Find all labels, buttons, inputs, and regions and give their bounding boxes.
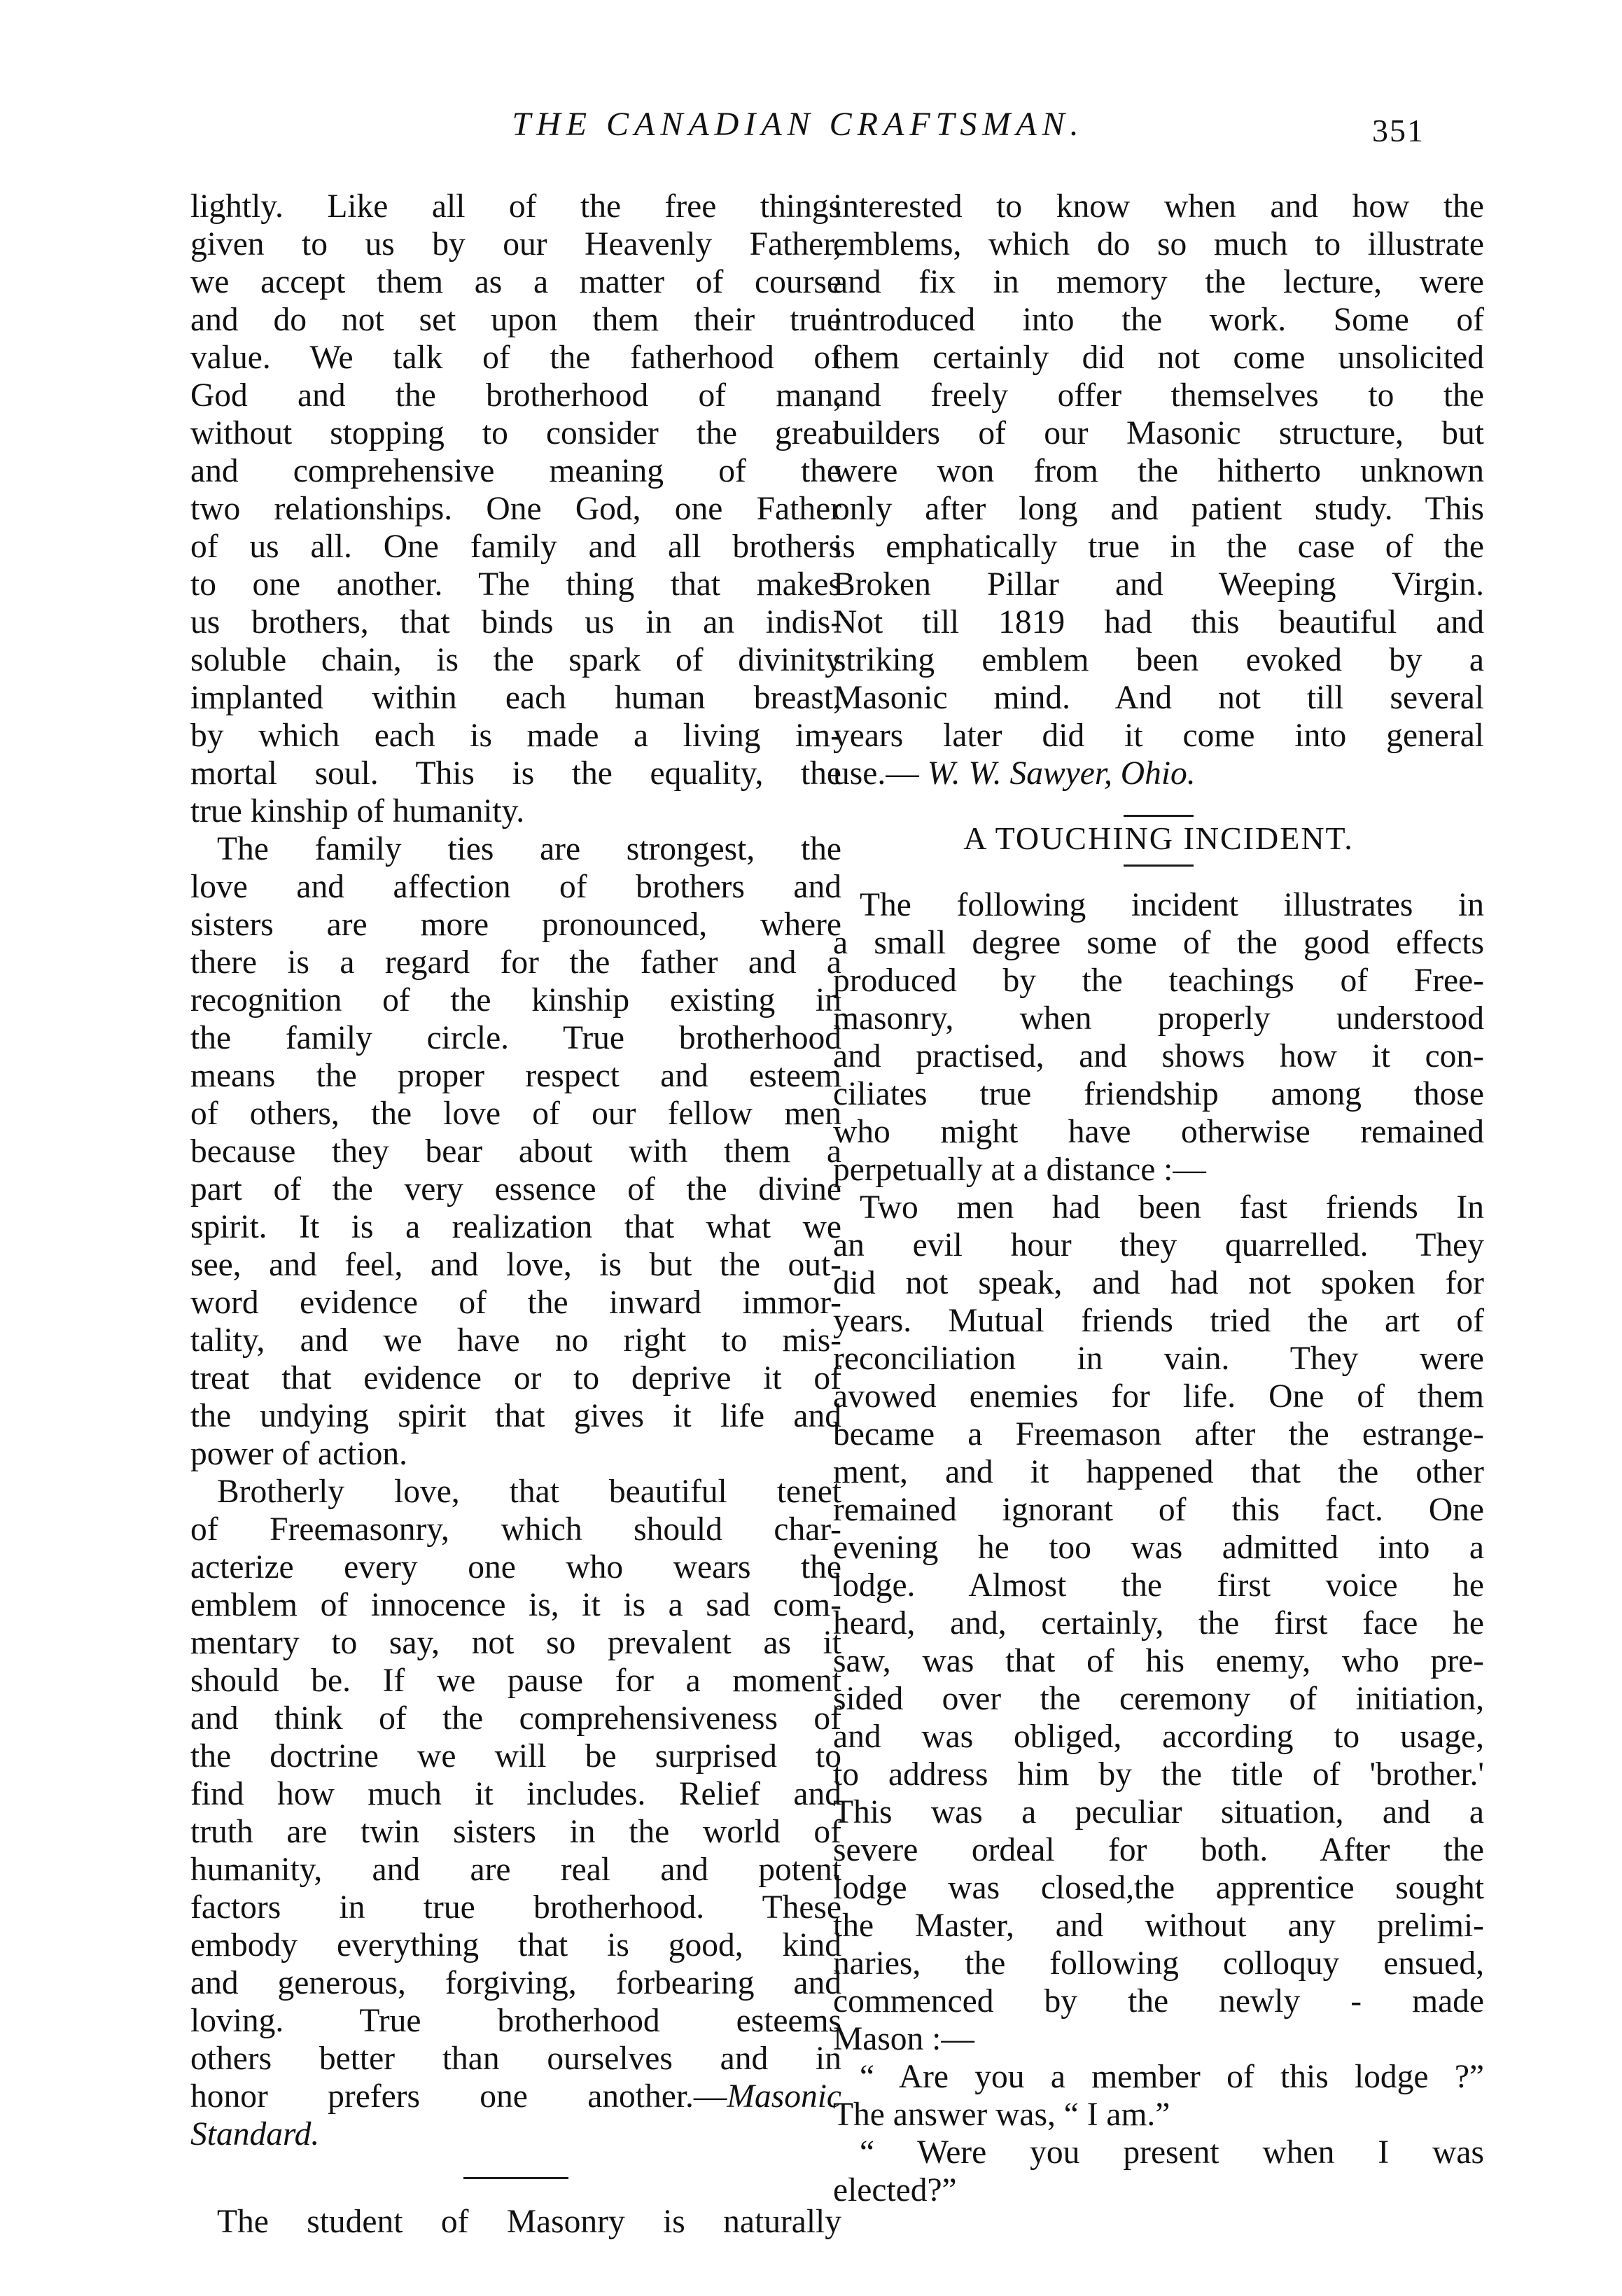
section-divider <box>1124 864 1194 867</box>
paragraph-line: the family circle. True brotherhood <box>190 1020 841 1056</box>
paragraph-line: who might have otherwise remained <box>833 1114 1484 1150</box>
paragraph-line: sided over the ceremony of initiation, <box>833 1681 1484 1717</box>
paragraph-line: means the proper respect and esteem <box>190 1058 841 1094</box>
paragraph-line: implanted within each human breast, <box>190 680 841 716</box>
paragraph-text: use.— <box>833 755 928 792</box>
paragraph-line: and fix in memory the lecture, were <box>833 264 1484 300</box>
paragraph-line: love and affection of brothers and <box>190 869 841 905</box>
paragraph-line: and practised, and shows how it con- <box>833 1038 1484 1074</box>
paragraph-line: and was obliged, according to usage, <box>833 1718 1484 1755</box>
paragraph-line: acterize every one who wears the <box>190 1549 841 1586</box>
paragraph-line: others better than ourselves and in <box>190 2040 841 2077</box>
paragraph-line: because they bear about with them a <box>190 1133 841 1170</box>
paragraph-line: elected?” <box>833 2172 957 2208</box>
paragraph-line: humanity, and are real and potent <box>190 1851 841 1888</box>
paragraph-line: of others, the love of our fellow men <box>190 1096 841 1132</box>
paragraph-line <box>833 755 1484 792</box>
paragraph-line: This was a peculiar situation, and a <box>833 1794 1484 1830</box>
paragraph-line: find how much it includes. Relief and <box>190 1776 841 1812</box>
paragraph-line: tality, and we have no right to mis- <box>190 1322 841 1359</box>
paragraph-line: Brotherly love, that beautiful tenet <box>217 1474 841 1510</box>
paragraph-line: there is a regard for the father and a <box>190 944 841 981</box>
paragraph-line: a small degree some of the good effects <box>833 925 1484 961</box>
paragraph <box>833 188 1484 792</box>
paragraph-line: mortal soul. This is the equality, the <box>190 755 841 792</box>
paragraph-line: produced by the teachings of Free- <box>833 962 1484 999</box>
paragraph-line: lightly. Like all of the free things <box>190 188 841 225</box>
paragraph-line: were won from the hitherto unknown <box>833 453 1484 489</box>
paragraph-line: The answer was, “ I am.” <box>833 2096 1170 2133</box>
source-attribution: W. W. Sawyer, Ohio. <box>927 755 1196 792</box>
paragraph-line: two relationships. One God, one Father <box>190 491 841 527</box>
paragraph-line: “ Are you a member of this lodge ?” <box>860 2059 1484 2095</box>
paragraph-line: and comprehensive meaning of the <box>190 453 841 489</box>
paragraph-line: The student of Masonry is naturally <box>217 2204 841 2240</box>
paragraph-line: the doctrine we will be surprised to <box>190 1738 841 1774</box>
paragraph-line: commenced by the newly - made <box>833 1983 1484 2019</box>
paragraph-line: loving. True brotherhood esteems <box>190 2003 841 2039</box>
paragraph <box>833 2134 1484 2209</box>
paragraph-line: builders of our Masonic structure, but <box>833 415 1484 451</box>
paragraph-line: we accept them as a matter of course <box>190 264 841 300</box>
section-divider <box>1124 815 1194 817</box>
paragraph-line: emblem of innocence is, it is a sad com- <box>190 1587 841 1623</box>
paragraph-line: and generous, forgiving, forbearing and <box>190 1965 841 2001</box>
paragraph-line: perpetually at a distance :— <box>833 1152 1206 1188</box>
paragraph-line: of Freemasonry, which should char- <box>190 1511 841 1548</box>
paragraph-line: the undying spirit that gives it life and <box>190 1398 841 1434</box>
paragraph-line: see, and feel, and love, is but the out- <box>190 1247 841 1283</box>
paragraph-line: part of the very essence of the divine <box>190 1171 841 1208</box>
paragraph-line: The family ties are strongest, the <box>217 831 841 867</box>
paragraph-line: factors in true brotherhood. These <box>190 1889 841 1926</box>
paragraph-line <box>190 2078 841 2115</box>
paragraph-line: to address him by the title of 'brother.' <box>833 1756 1484 1793</box>
paragraph <box>190 2203 841 2241</box>
paragraph <box>190 188 841 830</box>
paragraph-line: severe ordeal for both. After the <box>833 1832 1484 1868</box>
paragraph-line: true kinship of humanity. <box>190 793 525 830</box>
paragraph-line: the Master, and without any prelimi- <box>833 1907 1484 1944</box>
paragraph-line: “ Were you present when I was <box>860 2134 1484 2171</box>
paragraph-line: remained ignorant of this fact. One <box>833 1492 1484 1528</box>
paragraph-line: recognition of the kinship existing in <box>190 982 841 1018</box>
paragraph <box>833 1189 1484 2058</box>
paragraph-line: years. Mutual friends tried the art of <box>833 1303 1484 1339</box>
paragraph-line: to one another. The thing that makes <box>190 566 841 603</box>
paragraph-line: emblems, which do so much to illustrate <box>833 226 1484 262</box>
paragraph-line: soluble chain, is the spark of divinity <box>190 642 841 678</box>
paragraph-line: an evil hour they quarrelled. They <box>833 1227 1484 1264</box>
paragraph-line: Not till 1819 had this beautiful and <box>833 604 1484 640</box>
paragraph-line: lodge was closed,the apprentice sought <box>833 1870 1484 1906</box>
paragraph-line: avowed enemies for life. One of them <box>833 1378 1484 1415</box>
paragraph-line: ciliates true friendship among those <box>833 1076 1484 1112</box>
paragraph-line: reconciliation in vain. They were <box>833 1340 1484 1377</box>
paragraph-line: lodge. Almost the first voice he <box>833 1567 1484 1604</box>
left-column <box>190 188 841 2241</box>
paragraph-line: and do not set upon them their true <box>190 302 841 338</box>
paragraph-line: them certainly did not come unsolicited <box>833 340 1484 376</box>
paragraph-line: mentary to say, not so prevalent as it <box>190 1625 841 1661</box>
paragraph-line: saw, was that of his enemy, who pre- <box>833 1643 1484 1679</box>
paragraph-line: introduced into the work. Some of <box>833 302 1484 338</box>
paragraph-line: embody everything that is good, kind <box>190 1927 841 1963</box>
paragraph-line: power of action. <box>190 1436 407 1472</box>
paragraph-line: spirit. It is a realization that what we <box>190 1209 841 1245</box>
paragraph-line: by which each is made a living im- <box>190 718 841 754</box>
paragraph-line: Mason :— <box>833 2021 974 2057</box>
running-title: THE CANADIAN CRAFTSMAN. <box>512 106 1084 143</box>
paragraph-text: honor prefers one another.— <box>190 2078 727 2115</box>
paragraph <box>190 830 841 1473</box>
paragraph-line: should be. If we pause for a moment <box>190 1662 841 1699</box>
paragraph-line: of us all. One family and all brothers <box>190 528 841 565</box>
paragraph-line: masonry, when properly understood <box>833 1000 1484 1037</box>
paragraph <box>833 2058 1484 2134</box>
paragraph-line: years later did it come into general <box>833 718 1484 754</box>
source-attribution: Standard. <box>190 2116 320 2152</box>
paragraph-line: and freely offer themselves to the <box>833 377 1484 414</box>
article-heading: A TOUCHING INCIDENT. <box>963 820 1354 856</box>
paragraph-line: God and the brotherhood of man, <box>190 377 841 414</box>
paragraph-line: sisters are more pronounced, where <box>190 906 841 943</box>
paragraph-line: became a Freemason after the estrange- <box>833 1416 1484 1452</box>
paragraph-line: Masonic mind. And not till several <box>833 680 1484 716</box>
paragraph-line: The following incident illustrates in <box>860 887 1484 923</box>
paragraph-line: truth are twin sisters in the world of <box>190 1814 841 1850</box>
paragraph-line: word evidence of the inward immor- <box>190 1284 841 1321</box>
paragraph-line: evening he too was admitted into a <box>833 1530 1484 1566</box>
source-attribution: Masonic <box>727 2078 841 2115</box>
paragraph-line: only after long and patient study. This <box>833 491 1484 527</box>
paragraph-line: and think of the comprehensiveness of <box>190 1700 841 1737</box>
paragraph-line: heard, and, certainly, the first face he <box>833 1605 1484 1642</box>
section-divider <box>463 2177 568 2179</box>
paragraph-line: Two men had been fast friends In <box>860 1189 1484 1226</box>
paragraph-line: striking emblem been evoked by a <box>833 642 1484 678</box>
paragraph <box>833 886 1484 1189</box>
paragraph-line: given to us by our Heavenly Father, <box>190 226 841 262</box>
paragraph-line: us brothers, that binds us in an indis- <box>190 604 841 640</box>
paragraph-line: Broken Pillar and Weeping Virgin. <box>833 566 1484 603</box>
paragraph-line: is emphatically true in the case of the <box>833 528 1484 565</box>
paragraph-line: did not speak, and had not spoken for <box>833 1265 1484 1301</box>
page-number: 351 <box>1372 113 1425 148</box>
paragraph-line: ment, and it happened that the other <box>833 1454 1484 1490</box>
paragraph-line: naries, the following colloquy ensued, <box>833 1945 1484 1982</box>
right-column <box>833 188 1484 2209</box>
paragraph-line: interested to know when and how the <box>833 188 1484 225</box>
paragraph-line: without stopping to consider the great <box>190 415 841 451</box>
paragraph-line: treat that evidence or to deprive it of <box>190 1360 841 1396</box>
paragraph <box>190 1473 841 2153</box>
paragraph-line: value. We talk of the fatherhood of <box>190 340 841 376</box>
